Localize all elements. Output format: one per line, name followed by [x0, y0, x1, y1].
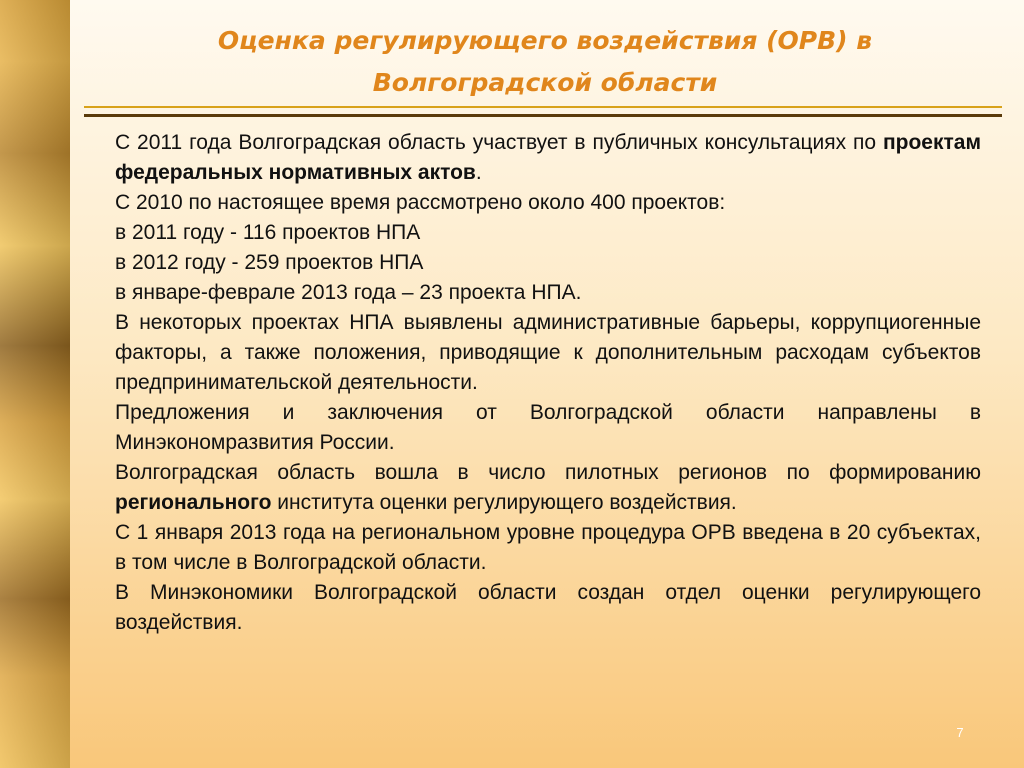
- bold-regional: регионального: [115, 491, 272, 514]
- paragraph-consultations: С 2011 года Волгоградская область участвует в публичных консультациях по проектам федеральных нормативных актов.: [115, 131, 981, 184]
- title-divider: [84, 106, 1002, 117]
- page-number: 7: [956, 725, 964, 740]
- slide-title-line-1: Оценка регулирующего воздействия (ОРВ) в: [217, 26, 873, 55]
- slide-body: [115, 128, 981, 638]
- paragraph-proposals: Предложения и заключения от Волгоградской области направлены в Минэкономразвития России.: [115, 401, 981, 454]
- paragraph-barriers: В некоторых проектах НПА выявлены административные барьеры, коррупциогенные факторы, а также положения, приводящие к дополнительным расходам субъектов предпринимательской деятельности.: [115, 311, 981, 394]
- slide-title-line-2: Волгоградской области: [372, 68, 718, 97]
- slide-title: [110, 20, 980, 104]
- paragraph-department: В Минэкономики Волгоградской области создан отдел оценки регулирующего воздействия.: [115, 581, 981, 634]
- paragraph-pilot-regions: Волгоградская область вошла в число пилотных регионов по формированию регионального института оценки регулирующего воздействия.: [115, 461, 981, 514]
- paragraph-2013: в январе-феврале 2013 года – 23 проекта НПА.: [115, 281, 582, 304]
- paragraph-2012: в 2012 году - 259 проектов НПА: [115, 251, 424, 274]
- bold-federal-acts: проектам федеральных нормативных актов: [115, 131, 981, 184]
- paragraph-projects-total: С 2010 по настоящее время рассмотрено около 400 проектов:: [115, 191, 726, 214]
- paragraph-orv-introduced: С 1 января 2013 года на региональном уровне процедура ОРВ введена в 20 субъектах, в том числе в Волгоградской области.: [115, 521, 981, 574]
- paragraph-2011: в 2011 году - 116 проектов НПА: [115, 221, 421, 244]
- decorative-side-bar: [0, 0, 70, 768]
